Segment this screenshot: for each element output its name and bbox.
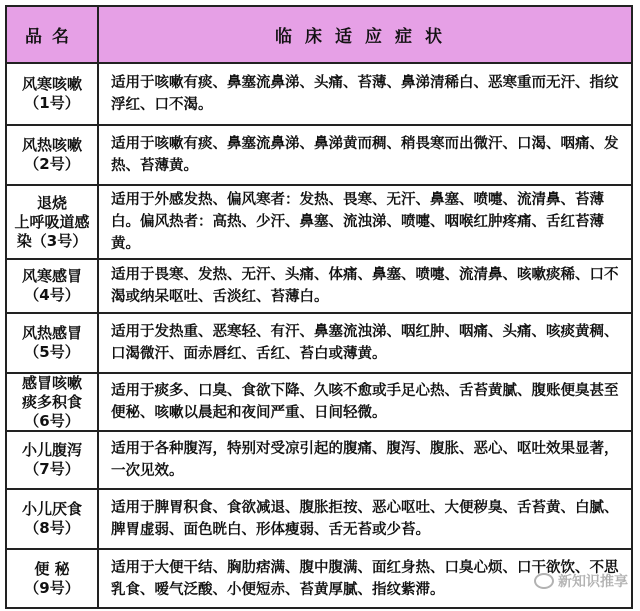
table-row: [7, 314, 631, 374]
table-row: [7, 550, 631, 607]
symptom-description: 适用于痰多、口臭、食欲下降、久咳不愈或手足心热、舌苔黄腻、腹账便臭甚至便秘、咳嗽以晨起和夜间严重、日间轻微。: [111, 383, 619, 421]
product-name-line: 痰多积食: [21, 392, 82, 411]
product-number-line: （6号）: [24, 411, 80, 430]
symptom-description-cell: [111, 550, 623, 607]
symptom-description: 适用于咳嗽有痰、鼻塞流鼻涕、鼻涕黄而稠、稍畏寒而出微汗、口渴、咽痛、发热、苔薄黄。: [111, 136, 619, 174]
symptom-description: 适用于畏寒、发热、无汗、头痛、体痛、鼻塞、喷嚏、流清鼻、咳嗽痰稀、口不渴或纳呆呕吐、舌淡红、苔薄白。: [111, 267, 619, 305]
symptom-description-cell: [111, 374, 623, 430]
symptom-description: 适用于咳嗽有痰、鼻塞流鼻涕、头痛、苔薄、鼻涕清稀白、恶寒重而无汗、指纹浮红、口不渴。: [111, 75, 619, 113]
product-name-line: 风热感冒: [21, 324, 82, 342]
product-name-cell: [7, 260, 99, 312]
symptom-description-cell: [111, 314, 623, 372]
product-name-cell: [7, 126, 99, 184]
symptom-description: 适用于脾胃积食、食欲减退、腹胀拒按、恶心呕吐、大便秽臭、舌苔黄、白腻、脾胃虚弱、面色晄白、形体瘦弱、舌无苔或少苔。: [111, 500, 619, 538]
product-number-line: （1号）: [24, 94, 80, 112]
product-number-line: 染（3号）: [16, 231, 88, 250]
symptom-description: 适用于各种腹泻，特别对受凉引起的腹痛、腹泻、腹胀、恶心、呕吐效果显著，一次见效。: [111, 441, 619, 479]
symptom-description: 适用于大便干结、胸肋痞满、腹中腹满、面红身热、口臭心烦、口干欲饮、不思乳食、嗳气泛酸、小便短赤、苔黄厚腻、指纹紫滞。: [111, 559, 619, 598]
product-name-line: 风热咳嗽: [21, 136, 82, 154]
symptom-description-cell: [111, 260, 623, 312]
table-row: [7, 126, 631, 186]
product-name-line: 小儿厌食: [21, 500, 82, 518]
product-name-cell: [7, 432, 99, 488]
symptom-description-cell: [111, 126, 623, 184]
header-product-name: 品名: [7, 7, 99, 62]
product-number-line: （5号）: [24, 343, 80, 361]
table-row: [7, 432, 631, 490]
symptom-description-cell: [111, 432, 623, 488]
table-row: [7, 374, 631, 432]
product-number-line: （7号）: [24, 460, 80, 478]
product-name-line: 风寒咳嗽: [21, 75, 82, 93]
product-number-line: （2号）: [24, 155, 80, 173]
product-name-line: 退烧: [36, 193, 67, 212]
table-row: [7, 186, 631, 260]
header-clinical-symptoms: 临床适应症状: [275, 27, 455, 47]
table-header: [7, 7, 631, 64]
product-number-line: （8号）: [24, 519, 80, 537]
product-number-line: （9号）: [24, 578, 80, 597]
symptom-description: 适用于外感发热、偏风寒者：发热、畏寒、无汗、鼻塞、喷嚏、流清鼻、苔薄白。偏风热者：高热、少汗、鼻塞、流浊涕、喷嚏、咽喉红肿疼痛、舌红苔薄黄。: [111, 192, 604, 252]
product-name-line: 上呼吸道感: [14, 212, 90, 231]
table-row: [7, 64, 631, 126]
product-name-line: 便 秘: [34, 559, 70, 578]
symptom-description-cell: [111, 490, 623, 548]
symptom-table: [5, 5, 633, 609]
product-name-line: 风寒感冒: [21, 267, 82, 285]
product-name-line: 小儿腹泻: [21, 441, 82, 459]
product-name-cell: [7, 64, 99, 124]
product-name-line: 感冒咳嗽: [21, 373, 82, 392]
product-name-cell: [7, 490, 99, 548]
product-name-cell: [7, 374, 99, 430]
symptom-description: 适用于发热重、恶寒轻、有汗、鼻塞流浊涕、咽红肿、咽痛、头痛、咳痰黄稠、口渴微汗、面赤唇红、舌红、苔白或薄黄。: [111, 324, 619, 362]
product-name-cell: [7, 314, 99, 372]
symptom-description-cell: [111, 186, 623, 258]
table-row: [7, 490, 631, 550]
product-number-line: （4号）: [24, 286, 80, 304]
product-name-cell: [7, 550, 99, 607]
product-name-cell: [7, 186, 99, 258]
symptom-description-cell: [111, 64, 623, 124]
watermark-text: 新知识推享: [558, 574, 628, 590]
table-row: [7, 260, 631, 314]
